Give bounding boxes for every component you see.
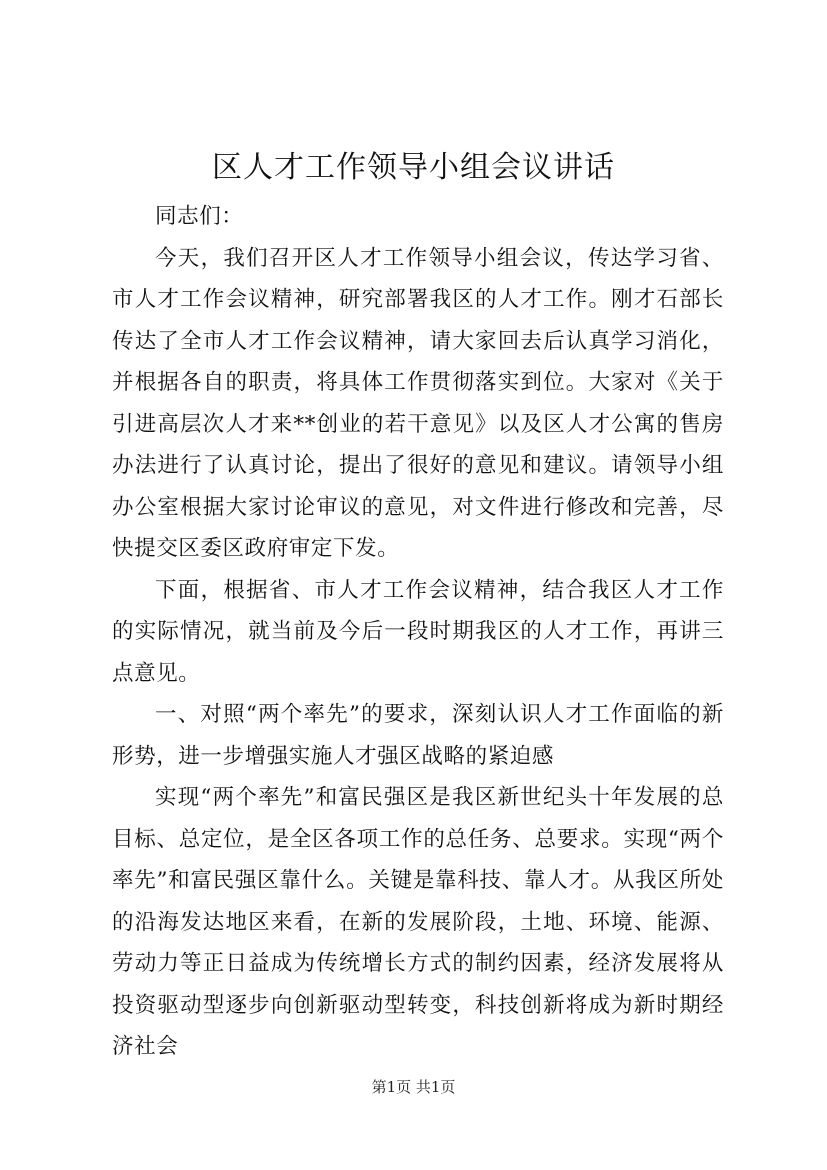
salutation-paragraph: 同志们：: [155, 204, 244, 229]
page-footer: 第1页 共1页: [371, 1078, 456, 1096]
body-paragraph: 实现“两个率先”和富民强区是我区新世纪头十年发展的总目标、总定位，是全区各项工作的总任务、总要求。实现“两个率先”和富民强区靠什么。关键是靠科技、靠人才。从我区所处的沿海发达地区来看，在新的发展阶段，土地、环境、能源、劳动力等正日益成为传统增长方式的制约因素，经济发展将从投资驱动型逐步向创新驱动型转变，科技创新将成为新时期经济社会: [112, 785, 724, 1059]
body-paragraph: 下面，根据省、市人才工作会议精神，结合我区人才工作的实际情况，就当前及今后一段时期我区的人才工作，再讲三点意见。: [112, 577, 724, 686]
document-title: 区人才工作领导小组会议讲话: [212, 150, 615, 185]
section-heading: 一、对照“两个率先”的要求，深刻认识人才工作面临的新形势，进一步增强实施人才强区战略的紧迫感: [112, 702, 724, 769]
body-paragraph: 今天，我们召开区人才工作领导小组会议，传达学习省、市人才工作会议精神，研究部署我区的人才工作。刚才石部长传达了全市人才工作会议精神，请大家回去后认真学习消化，并根据各自的职责，将具体工作贯彻落实到位。大家对《关于引进高层次人才来**创业的若干意见》以及区人才公寓的售房办法进行了认真讨论，提出了很好的意见和建议。请领导小组办公室根据大家讨论审议的意见，对文件进行修改和完善，尽快提交区委区政府审定下发。: [112, 245, 724, 561]
document-body: [112, 196, 724, 1068]
